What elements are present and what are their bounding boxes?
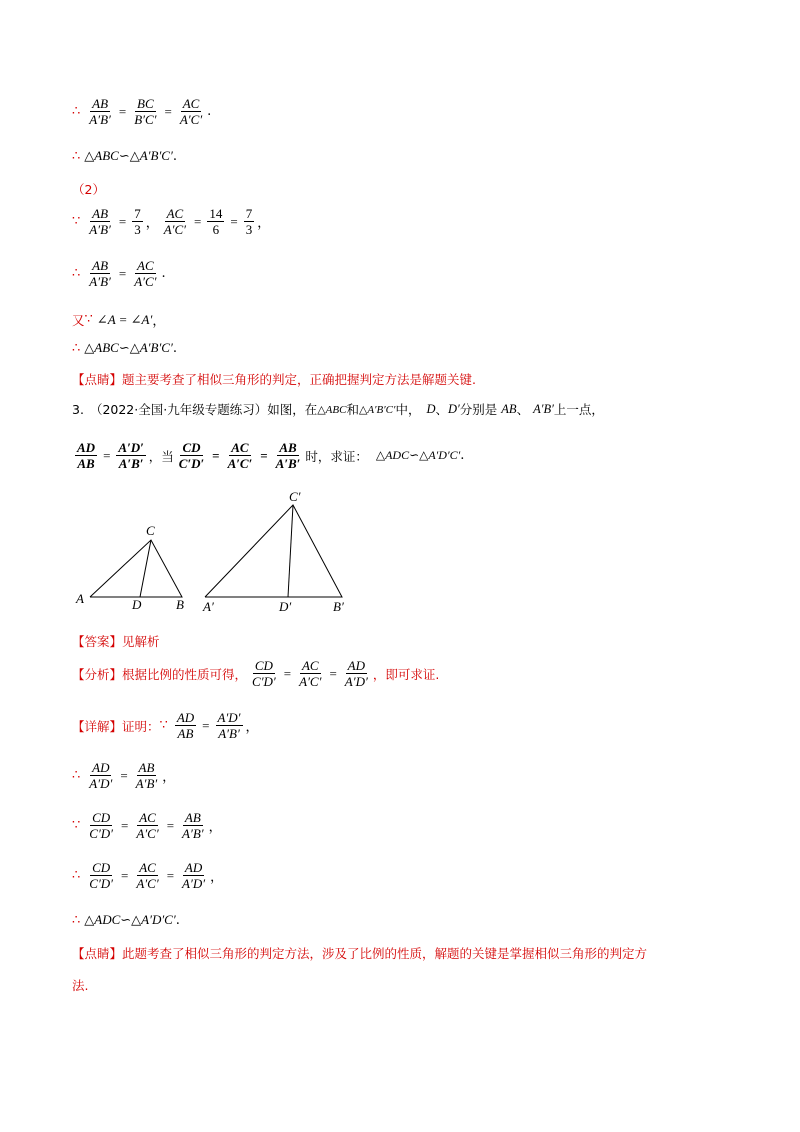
detail-step-2: ∴ $\frac{AD}{A'D'}$ = $\frac{AB}{A'B'}$ ， — [72, 760, 176, 791]
goal-statement: △ADC∽△A′D′C′ — [375, 448, 461, 462]
label-d: D — [132, 597, 142, 612]
line-ratios: ∵ $\frac{AB}{A'B'}$ = $\frac{7}{3}$ ， $\frac{AC}{A'C'}$ = $\frac{14}{6}$ = $\frac{7}{3}$ ， — [72, 206, 271, 237]
line-equal-ratios: ∴ $\frac{AB}{A'B'}$ = $\frac{AC}{A'C'}$ . — [72, 258, 166, 289]
analysis-line: 【分析】 根据比例的性质可得， $\frac{CD}{C'D'}$ = $\frac{AC}{A'C'}$ = $\frac{AD}{A'D'}$ ，即可求证. — [72, 658, 440, 689]
label-c: C — [146, 523, 155, 538]
question-3-condition: $\frac{AD}{AB}$ = $\frac{A'D'}{A'B'}$ ，当 $\frac{CD}{C'D'}$ = $\frac{AC}{A'C'}$ = $\frac{AB}{A'B'}$ 时，求证： △ADC∽△A′D′C′ . — [77, 440, 465, 471]
line-similar: ∴ △ABC∽△A′B′C′ . — [72, 148, 177, 164]
detail-conclusion: ∴ △ADC∽△A′D′C′ . — [72, 912, 180, 928]
part2-label: （2） — [72, 182, 105, 197]
fraction: $\frac{AB}{A'B'}$ — [89, 96, 111, 127]
label-a: A — [76, 591, 84, 606]
note-dianjing-2-cont: 法. — [72, 978, 89, 993]
line-angle: 又 ∵ ∠A = ∠A′ ， — [72, 311, 166, 329]
fraction: $\frac{AC}{A'C'}$ — [179, 96, 203, 127]
segment-c2d2 — [288, 505, 293, 597]
detail-step-3: ∵ $\frac{CD}{C'D'}$ = $\frac{AC}{A'C'}$ = $\frac{AB}{A'B'}$ ， — [72, 810, 222, 841]
note-dianjing-1: 【点睛】 题主要考查了相似三角形的判定，正确把握判定方法是解题关键. — [72, 372, 476, 387]
label-a-prime: A′ — [203, 599, 214, 614]
label-d-prime: D′ — [279, 599, 292, 614]
label-b: B — [176, 597, 184, 612]
fraction: $\frac{BC}{B'C'}$ — [134, 96, 157, 127]
triangle-a2b2c2 — [205, 505, 342, 597]
label-c-prime: C′ — [289, 489, 301, 504]
similar-statement: △ABC∽△A′B′C′ — [84, 148, 173, 163]
line-ratio-equal: ∴ $\frac{AB}{A'B'}$ = $\frac{BC}{B'C'}$ = $\frac{AC}{A'C'}$ . — [72, 96, 212, 127]
answer-line: 【答案】 见解析 — [72, 634, 160, 649]
line-similar-2: ∴ △ABC∽△A′B′C′ . — [72, 340, 177, 356]
triangle-figure — [70, 485, 370, 615]
question-3-header: 3. （2022·全国·九年级专题练习）如图，在 △ABC 和 △A′B′C′ 中， D 、 D′ 分别是 AB 、 A′B′ 上一点， — [72, 401, 604, 417]
triangle-abc — [90, 540, 182, 597]
therefore-symbol: ∴ — [72, 104, 81, 119]
note-tag: 【点睛】 — [72, 372, 123, 387]
detail-line: 【详解】 证明： ∵ $\frac{AD}{AB}$ = $\frac{A'D'}{A'B'}$ ， — [72, 710, 259, 741]
detail-step-4: ∴ $\frac{CD}{C'D'}$ = $\frac{AC}{A'C'}$ = $\frac{AD}{A'D'}$ ， — [72, 860, 224, 891]
note-dianjing-2: 【点睛】 此题考查了相似三角形的判定方法，涉及了比例的性质，解题的关键是掌握相似三角形的判定方 — [72, 946, 648, 961]
label-b-prime: B′ — [333, 599, 344, 614]
